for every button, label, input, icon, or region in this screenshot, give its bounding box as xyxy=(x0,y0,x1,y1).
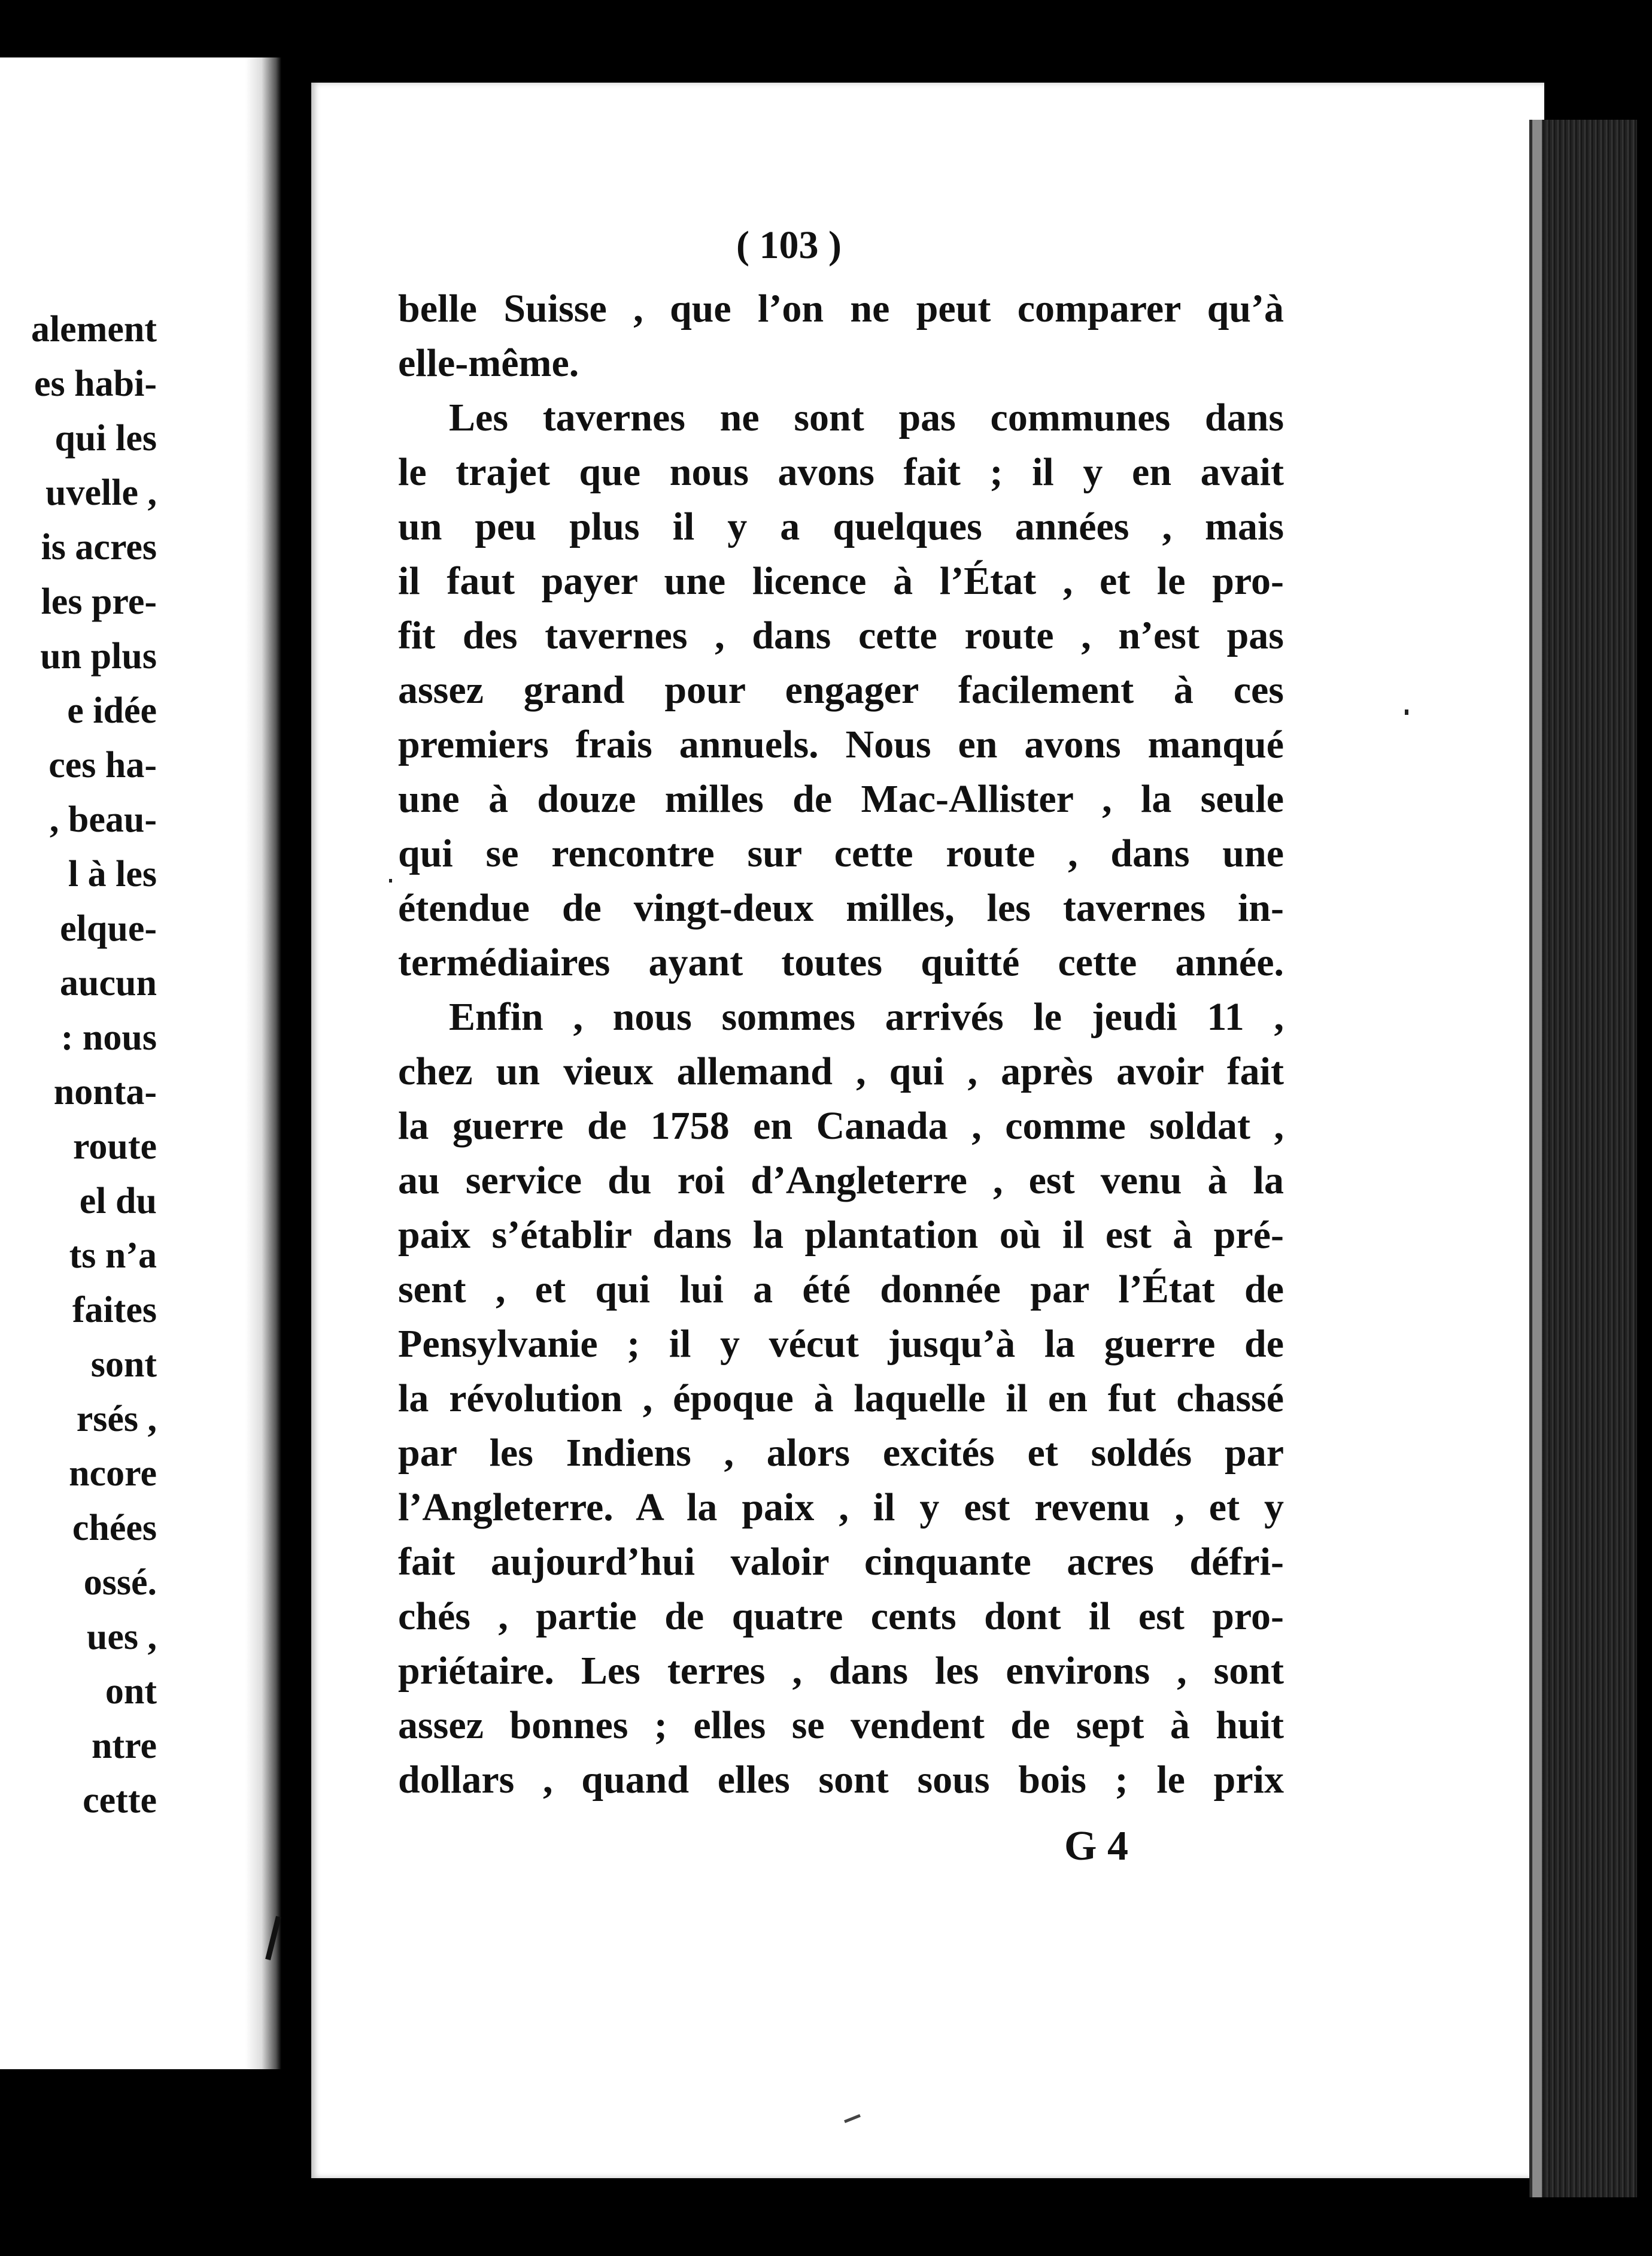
left-page-line: chées xyxy=(72,1508,157,1548)
text-line: par les Indiens , alors excités et soldés par xyxy=(398,1431,1284,1475)
text-line: la révolution , époque à laquelle il en fut chassé xyxy=(398,1376,1284,1420)
left-page-line: cette xyxy=(83,1780,157,1821)
page-body-text xyxy=(398,281,1284,1807)
left-page-line: ncore xyxy=(69,1453,157,1494)
left-page-line: e idée xyxy=(67,690,157,731)
text-line: fit des tavernes , dans cette route , n’est pas xyxy=(398,614,1284,657)
left-page-text xyxy=(0,302,157,1828)
left-page-gutter-shadow xyxy=(245,57,281,2069)
left-page-line: ts n’a xyxy=(69,1235,157,1276)
left-page-line: sont xyxy=(90,1344,157,1385)
text-line: belle Suisse , que l’on ne peut comparer qu’à xyxy=(398,287,1284,330)
left-page-line: aucun xyxy=(60,963,157,1003)
text-line: étendue de vingt-deux milles, les tavernes in- xyxy=(398,886,1284,930)
text-line: assez bonnes ; elles se vendent de sept à huit xyxy=(398,1703,1284,1747)
left-page-line: ossé. xyxy=(83,1562,157,1603)
text-line: un peu plus il y a quelques années , mais xyxy=(398,505,1284,548)
left-page-line: es habi- xyxy=(34,363,157,404)
text-line: au service du roi d’Angleterre , est venu à la xyxy=(398,1159,1284,1202)
left-page-line: nonta- xyxy=(53,1072,157,1112)
text-line: chez un vieux allemand , qui , après avoir fait xyxy=(398,1050,1284,1093)
text-line: il faut payer une licence à l’État , et le pro- xyxy=(398,559,1284,603)
left-page-line: : nous xyxy=(60,1017,157,1058)
left-page-line: ces ha- xyxy=(48,745,157,786)
left-page-line: uvelle , xyxy=(45,472,157,513)
left-page-line: les pre- xyxy=(41,581,157,622)
text-line: une à douze milles de Mac-Allister , la seule xyxy=(398,777,1284,821)
text-line: chés , partie de quatre cents dont il est pro- xyxy=(398,1594,1284,1638)
text-line: premiers frais annuels. Nous en avons manqué xyxy=(398,723,1284,766)
text-line: la guerre de 1758 en Canada , comme soldat , xyxy=(398,1104,1284,1148)
left-page-line: ues , xyxy=(86,1617,157,1657)
text-line: Les tavernes ne sont pas communes dans xyxy=(449,396,1284,439)
text-line: Enfin , nous sommes arrivés le jeudi 11 , xyxy=(449,995,1284,1039)
text-line: termédiaires ayant toutes quitté cette année. xyxy=(398,941,1284,984)
left-page-line: faites xyxy=(72,1290,157,1330)
left-page-line: l à les xyxy=(68,854,157,894)
text-line: elle-même. xyxy=(398,341,579,385)
text-line: qui se rencontre sur cette route , dans une xyxy=(398,832,1284,875)
left-page-line: qui les xyxy=(54,418,157,459)
left-page-line: un plus xyxy=(40,636,157,677)
page-edge-highlight xyxy=(1532,120,1542,2197)
left-page-line: ont xyxy=(105,1671,157,1712)
text-line: Pensylvanie ; il y vécut jusqu’à la guerre de xyxy=(398,1322,1284,1366)
text-line: fait aujourd’hui valoir cinquante acres défri- xyxy=(398,1540,1284,1584)
text-line: sent , et qui lui a été donnée par l’État de xyxy=(398,1268,1284,1311)
left-page-line: elque- xyxy=(60,908,157,949)
left-page-line: , beau- xyxy=(49,799,157,840)
text-line: priétaire. Les terres , dans les environs , sont xyxy=(398,1649,1284,1693)
text-line: assez grand pour engager facilement à ces xyxy=(398,668,1284,712)
page-number: ( 103 ) xyxy=(736,223,842,267)
left-page-line: el du xyxy=(79,1181,157,1221)
left-page-line: is acres xyxy=(41,527,157,568)
left-page-line: ntre xyxy=(91,1726,157,1766)
text-line: l’Angleterre. A la paix , il y est revenu , et y xyxy=(398,1485,1284,1529)
ink-speck-mark xyxy=(389,879,392,883)
text-line: dollars , quand elles sont sous bois ; le prix xyxy=(398,1758,1284,1802)
left-page-line: alement xyxy=(31,309,157,350)
page-stack-edge xyxy=(1529,120,1637,2197)
ink-speck-mark xyxy=(1405,709,1408,715)
text-line: paix s’établir dans la plantation où il est à pré- xyxy=(398,1213,1284,1257)
left-page-line: route xyxy=(72,1126,157,1167)
text-line: le trajet que nous avons fait ; il y en avait xyxy=(398,450,1284,494)
left-page-line: rsés , xyxy=(76,1399,157,1439)
signature-mark: G 4 xyxy=(1064,1823,1128,1869)
